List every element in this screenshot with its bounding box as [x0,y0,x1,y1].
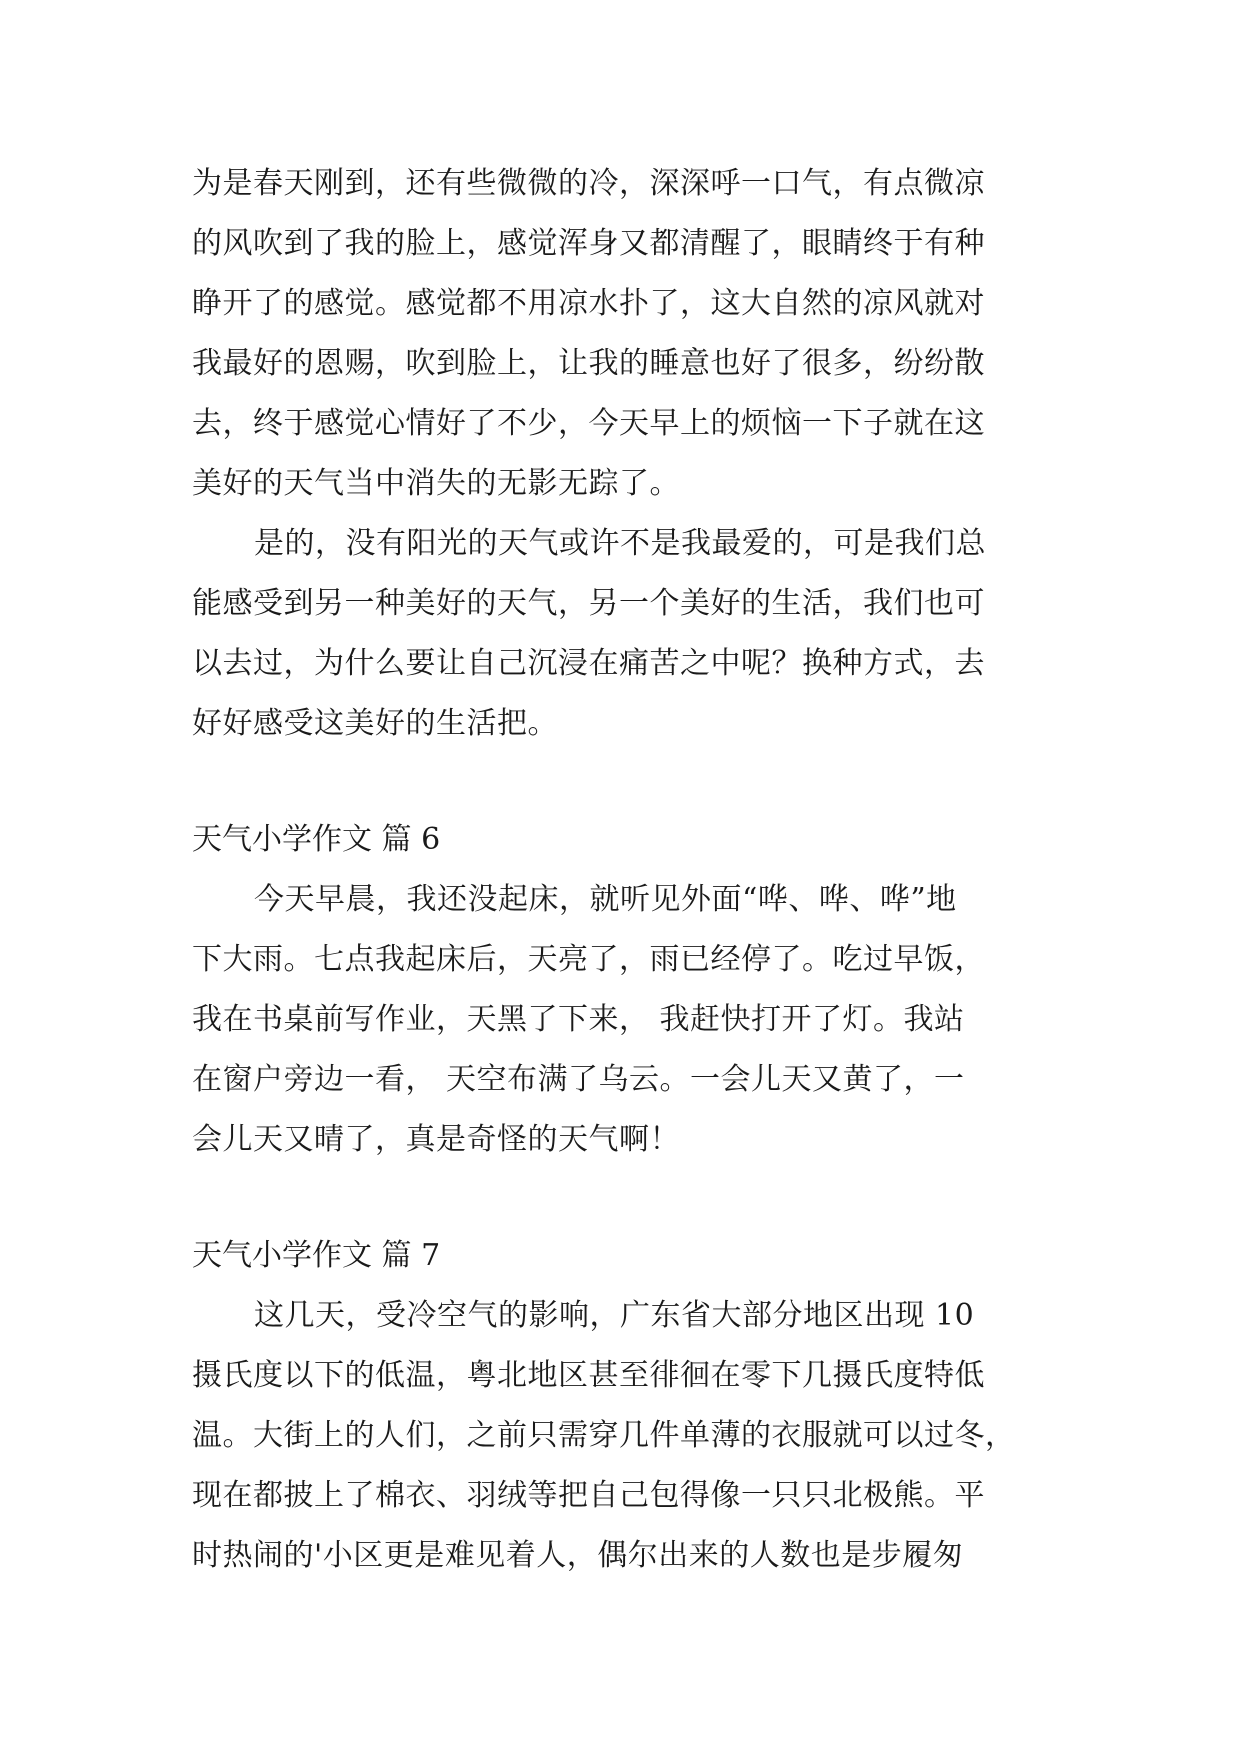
text-line: 时热闹的'小区更是难见着人，偶尔出来的人数也是步履匆 [192,1538,964,1573]
text-line: 温。大街上的人们，之前只需穿几件单薄的衣服就可以过冬， [192,1418,1016,1453]
text-line: 在窗户旁边一看， 天空布满了乌云。一会儿天又黄了，一 [192,1062,965,1097]
section-6 [192,810,1052,1170]
section-heading: 天气小学作文 篇 6 [192,822,441,857]
text-line: 能感受到另一种美好的天气，另一个美好的生活，我们也可 [192,586,985,621]
text-line: 我在书桌前写作业，天黑了下来， 我赶快打开了灯。我站 [192,1002,965,1037]
text-line: 好好感受这美好的生活把。 [192,706,558,741]
document-body [192,154,1052,1586]
text-line: 美好的天气当中消失的无影无踪了。 [192,466,680,501]
text-line: 为是春天刚到，还有些微微的冷，深深呼一口气，有点微凉 [192,166,985,201]
paragraph-closing [192,514,1052,754]
text-line: 我最好的恩赐，吹到脸上，让我的睡意也好了很多，纷纷散 [192,346,985,381]
text-line: 摄氏度以下的低温，粤北地区甚至徘徊在零下几摄氏度特低 [192,1358,985,1393]
text-line: 去，终于感觉心情好了不少，今天早上的烦恼一下子就在这 [192,406,985,441]
text-line: 的风吹到了我的脸上，感觉浑身又都清醒了，眼睛终于有种 [192,226,985,261]
section-spacer [192,754,1052,810]
section-spacer [192,1170,1052,1226]
text-line: 会儿天又晴了，真是奇怪的天气啊！ [192,1122,680,1157]
text-line: 睁开了的感觉。感觉都不用凉水扑了，这大自然的凉风就对 [192,286,985,321]
section-heading: 天气小学作文 篇 7 [192,1238,441,1273]
text-line: 下大雨。七点我起床后，天亮了，雨已经停了。吃过早饭， [192,942,985,977]
section-7 [192,1226,1052,1586]
text-line: 这几天，受冷空气的影响，广东省大部分地区出现 10 [254,1298,975,1333]
text-line: 是的，没有阳光的天气或许不是我最爱的，可是我们总 [254,526,986,561]
text-line: 以去过，为什么要让自己沉浸在痛苦之中呢？换种方式，去 [192,646,985,681]
text-line: 现在都披上了棉衣、羽绒等把自己包得像一只只北极熊。平 [192,1478,985,1513]
paragraph-continued [192,154,1052,514]
text-line: 今天早晨，我还没起床，就听见外面“哗、哗、哗”地 [254,882,957,917]
